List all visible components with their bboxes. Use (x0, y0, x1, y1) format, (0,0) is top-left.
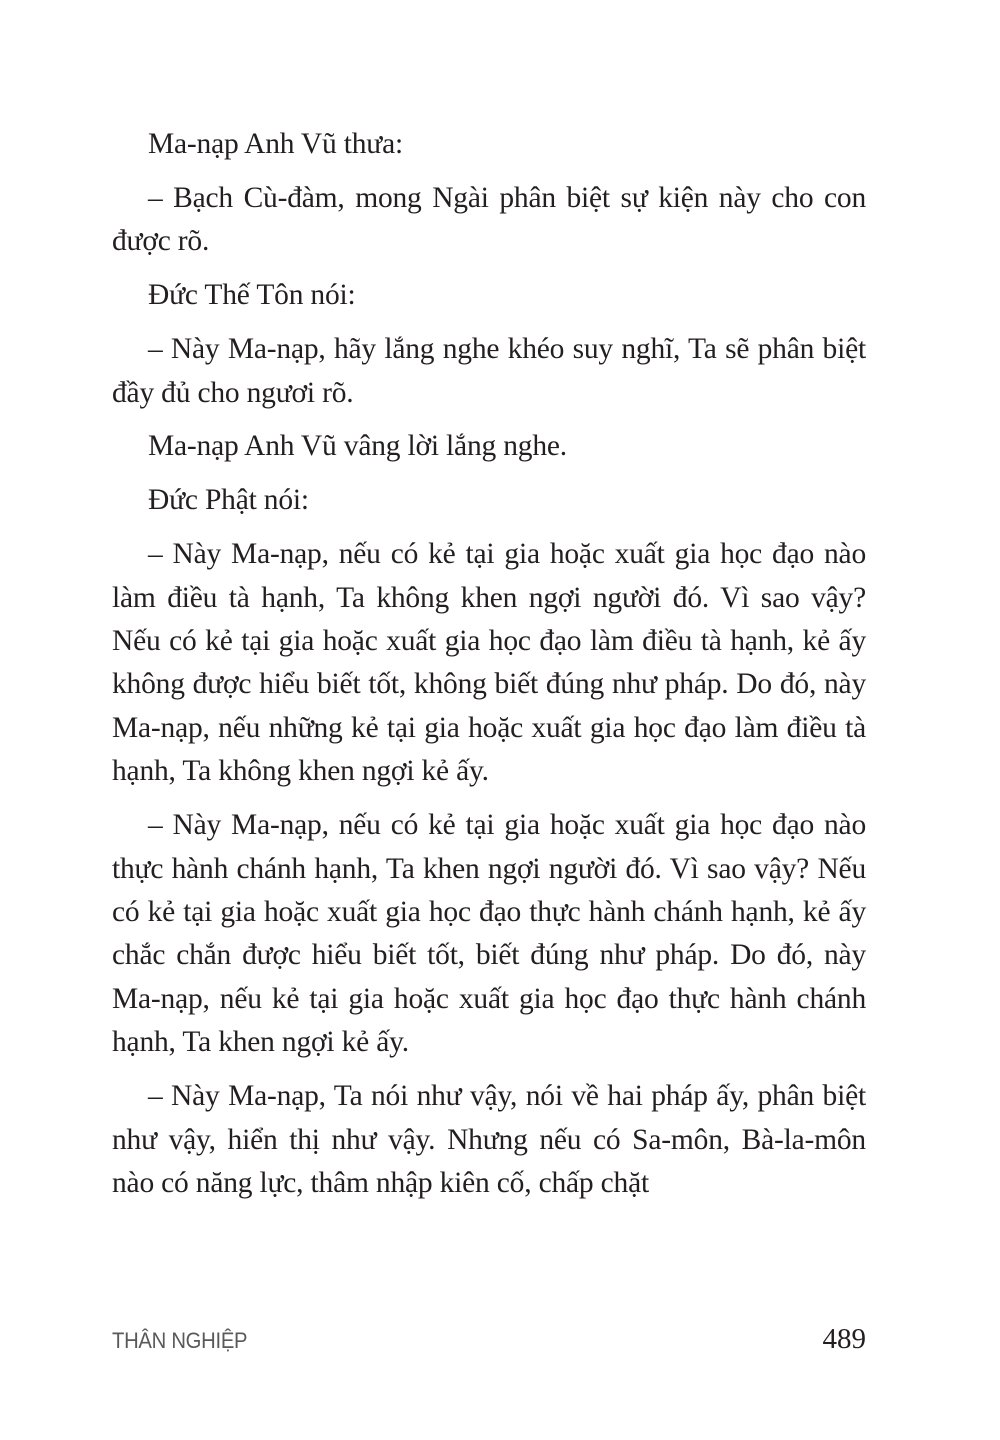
paragraph-narration: Ma-nạp Anh Vũ vâng lời lắng nghe. (148, 430, 567, 463)
running-title: THÂN NGHIỆP (112, 1328, 248, 1353)
paragraph-dialogue: – Bạch Cù-đàm, mong Ngài phân biệt sự kiện này cho con được rõ. (112, 181, 866, 258)
paragraph-dialogue: – Này Ma-nạp, nếu có kẻ tại gia hoặc xuất gia học đạo nào làm điều tà hạnh, Ta không khen ngợi người đó. Vì sao vậy? Nếu có kẻ tại gia hoặc xuất gia học đạo làm điều tà hạnh, kẻ ấy không được hiểu biết tốt, không biết đúng như pháp. Do đó, này Ma-nạp, nếu những kẻ tại gia hoặc xuất gia học đạo làm điều tà hạnh, Ta không khen ngợi kẻ ấy. (112, 538, 866, 788)
page-footer (112, 1323, 866, 1363)
paragraph-dialogue: – Này Ma-nạp, hãy lắng nghe khéo suy nghĩ, Ta sẽ phân biệt đầy đủ cho ngươi rõ. (112, 333, 866, 409)
paragraph-narration: Đức Thế Tôn nói: (148, 279, 356, 312)
paragraph-narration: Ma-nạp Anh Vũ thưa: (148, 128, 403, 160)
paragraph-narration: Đức Phật nói: (148, 484, 309, 517)
paragraph-dialogue: – Này Ma-nạp, nếu có kẻ tại gia hoặc xuất gia học đạo nào thực hành chánh hạnh, Ta khen ngợi người đó. Vì sao vậy? Nếu có kẻ tại gia hoặc xuất gia học đạo thực hành chánh hạnh, kẻ ấy chắc chắn được hiểu biết tốt, biết đúng như pháp. Do đó, này Ma-nạp, nếu kẻ tại gia hoặc xuất gia học đạo thực hành chánh hạnh, Ta khen ngợi kẻ ấy. (112, 809, 866, 1059)
page-number: 489 (822, 1323, 866, 1355)
page-body (112, 123, 866, 1216)
paragraph-dialogue: – Này Ma-nạp, Ta nói như vậy, nói về hai pháp ấy, phân biệt như vậy, hiển thị như vậy. Nhưng nếu có Sa-môn, Bà-la-môn nào có năng lực, thâm nhập kiên cố, chấp chặt (112, 1080, 866, 1199)
